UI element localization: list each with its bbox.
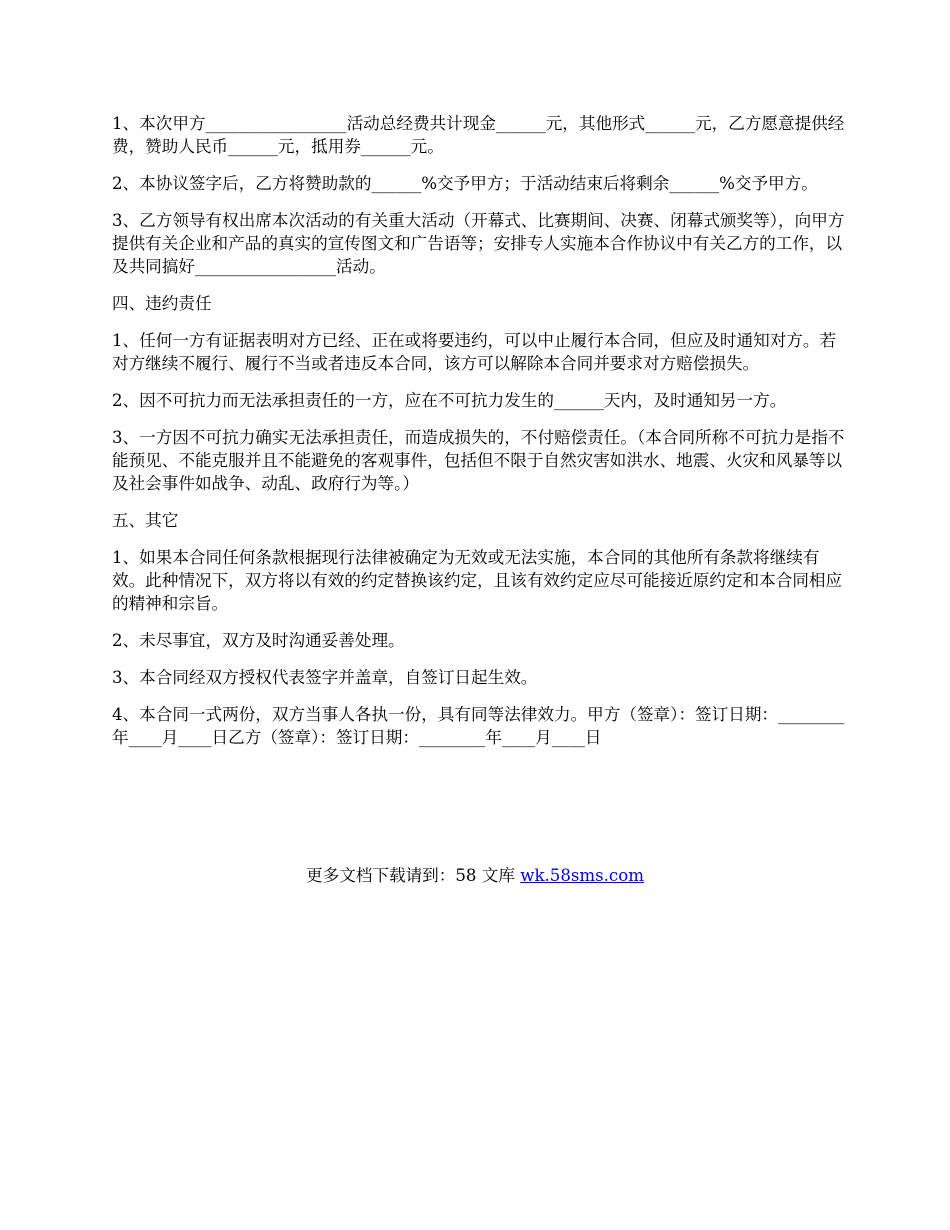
breach-clause-2: 2、因不可抗力而无法承担责任的一方，应在不可抗力发生的______天内，及时通知另一方。: [112, 391, 787, 410]
other-clause-3: 3、本合同经双方授权代表签字并盖章，自签订日起生效。: [112, 668, 538, 687]
other-clause-4: 4、本合同一式两份，双方当事人各执一份，具有同等法律效力。甲方（签章）：签订日期：________年____月____日乙方（签章）：签订日期：________年____月____日: [112, 705, 845, 747]
other-clause-1: 1、如果本合同任何条款根据现行法律被确定为无效或无法实施，本合同的其他所有条款将继续有效。此种情况下，双方将以有效的约定替换该约定，且该有效约定应尽可能接近原约定和本合同相应的精神和宗旨。: [112, 548, 843, 613]
download-footer: [0, 864, 950, 887]
breach-clause-3: 3、一方因不可抗力确实无法承担责任，而造成损失的，不付赔偿责任。（本合同所称不可抗力是指不能预见、不能克服并且不能避免的客观事件，包括但不限于自然灾害如洪水、地震、火灾和风暴等以及社会事件如战争、动乱、政府行为等。）: [112, 428, 845, 493]
footer-text: 更多文档下载请到：58 文库: [306, 866, 521, 885]
other-clause-2: 2、未尽事宜，双方及时沟通妥善处理。: [112, 631, 405, 650]
footer-link[interactable]: wk.58sms.com: [520, 866, 644, 885]
breach-clause-1: 1、任何一方有证据表明对方已经、正在或将要违约，可以中止履行本合同，但应及时通知对方。若对方继续不履行、履行不当或者违反本合同，该方可以解除本合同并要求对方赔偿损失。: [112, 331, 837, 373]
clause-1: 1、本次甲方_________________活动总经费共计现金______元，其他形式______元，乙方愿意提供经费，赞助人民币______元，抵用券______元。: [112, 114, 845, 156]
section-heading-breach: 四、违约责任: [112, 294, 212, 313]
clause-3: 3、乙方领导有权出席本次活动的有关重大活动（开幕式、比赛期间、决赛、闭幕式颁奖等），向甲方提供有关企业和产品的真实的宣传图文和广告语等；安排专人实施本合作协议中有关乙方的工作，以及共同搞好_________________活动。: [112, 211, 845, 276]
section-heading-other: 五、其它: [112, 511, 179, 530]
clause-2: 2、本协议签字后，乙方将赞助款的______%交予甲方；于活动结束后将剩余______%交予甲方。: [112, 174, 818, 193]
document-body: [112, 112, 852, 763]
